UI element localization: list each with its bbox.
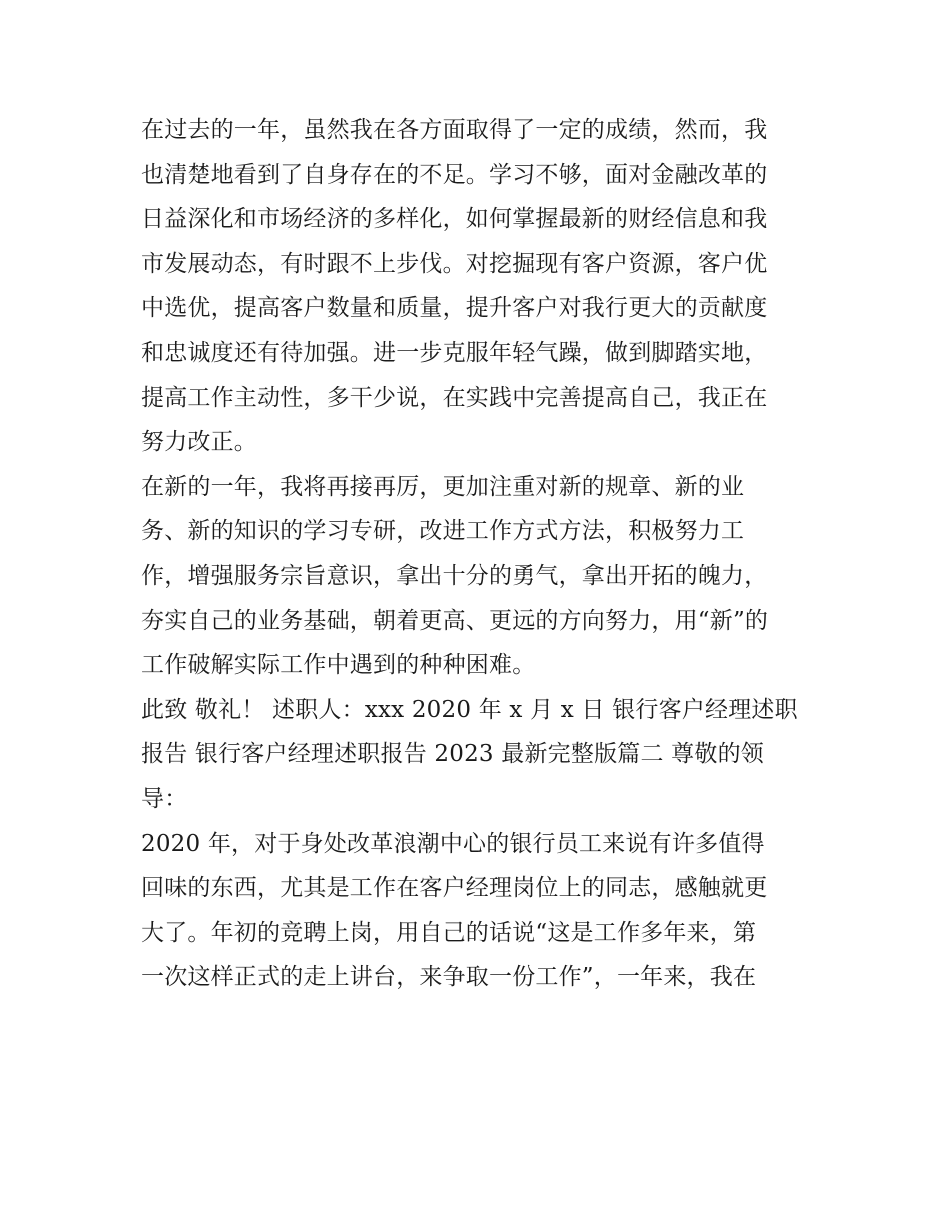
text-line: 此致 敬礼！ 述职人：xxx 2020 年 x 月 x 日 银行客户经理述职 (141, 696, 798, 723)
text-line: 中选优，提高客户数量和质量，提升客户对我行更大的贡献度 (141, 295, 768, 322)
paragraph-closing-and-title (141, 688, 816, 822)
text-line: 也清楚地看到了自身存在的不足。学习不够，面对金融改革的 (141, 161, 768, 188)
text-line: 和忠诚度还有待加强。进一步克服年轻气躁，做到脚踏实地， (141, 339, 768, 366)
text-line: 导： (141, 785, 188, 812)
text-line: 市发展动态，有时跟不上步伐。对挖掘现有客户资源，客户优 (141, 250, 768, 277)
text-line: 务、新的知识的学习专研，改进工作方式方法，积极努力工 (141, 518, 745, 545)
paragraph-2020-review (141, 822, 816, 1000)
text-line: 在新的一年，我将再接再厉，更加注重对新的规章、新的业 (141, 473, 745, 500)
text-line: 工作破解实际工作中遇到的种种困难。 (141, 652, 536, 679)
text-line: 夯实自己的业务基础，朝着更高、更远的方向努力，用“新”的 (141, 607, 769, 634)
text-line: 回味的东西，尤其是工作在客户经理岗位上的同志，感触就更 (141, 875, 768, 902)
text-line: 努力改正。 (141, 429, 257, 456)
paragraph-new-year-plan (141, 465, 816, 688)
text-line: 2020 年，对于身处改革浪潮中心的银行员工来说有许多值得 (141, 830, 765, 857)
text-line: 报告 银行客户经理述职报告 2023 最新完整版篇二 尊敬的领 (141, 741, 764, 768)
text-line: 日益深化和市场经济的多样化，如何掌握最新的财经信息和我 (141, 206, 768, 233)
text-line: 作，增强服务宗旨意识，拿出十分的勇气，拿出开拓的魄力， (141, 562, 768, 589)
document-body (141, 108, 816, 1000)
text-line: 大了。年初的竞聘上岗，用自己的话说“这是工作多年来，第 (141, 919, 757, 946)
text-line: 一次这样正式的走上讲台，来争取一份工作”，一年来，我在 (141, 964, 757, 991)
text-line: 在过去的一年，虽然我在各方面取得了一定的成绩，然而，我 (141, 117, 768, 143)
text-line: 提高工作主动性，多干少说，在实践中完善提高自己，我正在 (141, 384, 768, 411)
paragraph-shortcomings (141, 108, 816, 465)
